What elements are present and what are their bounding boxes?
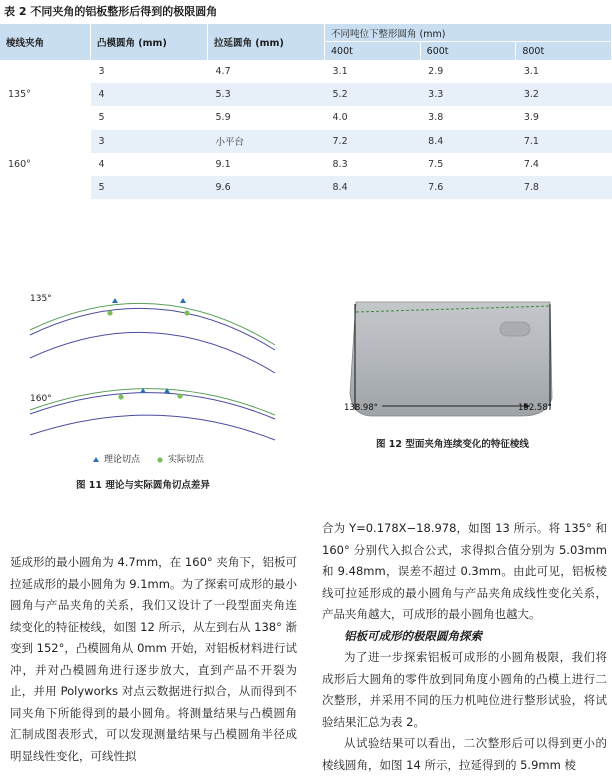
punch-cell: 3 (98, 66, 105, 78)
stretch-cell: 小平台 (208, 130, 325, 153)
table-2 (0, 24, 612, 199)
t800-cell: 7.1 (516, 130, 612, 153)
header-400t: 400t (325, 42, 421, 61)
theory-point (180, 298, 186, 303)
angle-cell: 160° (0, 130, 91, 200)
stretch-cell: 9.6 (208, 176, 325, 199)
header-punch-radius: 凸模圆角 (mm) (91, 24, 208, 60)
header-edge-angle: 棱线夹角 (0, 24, 91, 60)
stretch-cell: 9.1 (215, 158, 231, 170)
t400-cell: 5.2 (325, 83, 421, 106)
label-135: 135° (30, 294, 52, 304)
left-angle-value: 138.98° (344, 403, 378, 413)
table-row (0, 176, 612, 199)
body-right-column (322, 518, 607, 776)
door-panel (350, 302, 552, 416)
angle-cell: 135° (0, 60, 91, 130)
stretch-cell: 4.7 (215, 66, 231, 78)
stretch-cell: 5.9 (215, 112, 231, 124)
legend-theory-icon (93, 457, 99, 462)
table-row (0, 60, 612, 83)
header-800t: 800t (516, 42, 612, 61)
t400-cell: 8.4 (325, 176, 421, 199)
label-160: 160° (30, 394, 52, 404)
section-heading: 铝板可成形的极限圆角探索 (344, 628, 482, 643)
legend-theory: 理论切点 (104, 455, 141, 465)
header-600t: 600t (420, 42, 516, 61)
punch-cell: 3 (91, 130, 208, 153)
t400-cell: 7.2 (325, 130, 421, 153)
t800-cell: 7.8 (516, 176, 612, 199)
actual-point (184, 310, 189, 315)
theory-point (112, 298, 118, 303)
punch-cell: 4 (98, 158, 105, 170)
table-row (0, 130, 612, 153)
stretch-cell: 5.3 (208, 83, 325, 106)
t600-cell: 7.6 (420, 176, 516, 199)
figure-12-caption: 图 12 型面夹角连续变化的特征棱线 (376, 439, 529, 450)
punch-cell: 5 (98, 112, 105, 124)
t800-cell: 3.9 (523, 112, 539, 124)
t400-cell: 8.3 (332, 158, 348, 170)
header-tonnage-group: 不同吨位下整形圆角 (mm) (325, 24, 612, 42)
header-stretch-radius: 拉延圆角 (mm) (208, 24, 325, 60)
paragraph: 合为 Y=0.178X−18.978，如图 13 所示。将 135° 和 160° 分别代入拟合公式，求得拟合值分别为 5.03mm 和 9.48mm，误差不超过 0.3mm。由此可见，铝板棱线可拉延形成的最小圆角与产品夹角成线性变化关系，产品夹角越大，可成形的最小圆角也越大。 (322, 521, 607, 621)
punch-cell: 4 (91, 83, 208, 106)
t600-cell: 7.5 (428, 158, 444, 170)
table-caption: 表 2 不同夹角的铝板整形后得到的极限圆角 (4, 5, 218, 18)
t800-cell: 3.1 (523, 66, 539, 78)
actual-point (118, 394, 123, 399)
door-handle (500, 322, 530, 336)
t600-cell: 3.8 (428, 112, 444, 124)
table-row (0, 83, 612, 106)
table-row (0, 153, 612, 176)
actual-point (107, 310, 112, 315)
figure-11-diagram (20, 285, 290, 495)
punch-cell: 5 (91, 176, 208, 199)
t400-cell: 3.1 (332, 66, 348, 78)
body-left-column (10, 552, 297, 767)
profile-135 (30, 303, 275, 373)
t800-cell: 3.2 (516, 83, 612, 106)
table-row (0, 106, 612, 129)
actual-point (177, 393, 182, 398)
figure-12-door-image (342, 298, 558, 418)
t400-cell: 4.0 (332, 112, 348, 124)
right-angle-value: 152.58° (518, 403, 552, 413)
t600-cell: 8.4 (420, 130, 516, 153)
profile-160 (30, 389, 275, 440)
paragraph: 为了进一步探索铝板可成形的小圆角极限，我们将成形后大圆角的零件放到同角度小圆角的凸模上进行二次整形，并采用不同的压力机吨位进行整形试验，将试验结果汇总为表 2。 (322, 650, 607, 729)
t800-cell: 7.4 (523, 158, 539, 170)
t600-cell: 2.9 (428, 66, 444, 78)
legend-actual-icon (157, 457, 162, 462)
paragraph: 从试验结果可以看出，二次整形后可以得到更小的棱线圆角，如图 14 所示，拉延得到的 5.9mm 棱 (322, 736, 607, 772)
paragraph: 延成形的最小圆角为 4.7mm，在 160° 夹角下，铝板可拉延成形的最小圆角为 9.1mm。为了探索可成形的最小圆角与产品夹角的关系，我们又设计了一段型面夹角连续变化的特征棱线，如图 12 所示，从左到右从 138° 渐变到 152°，凸模圆角从 0mm 开始，对铝板材料进行试冲，并对凸模圆角进行逐步放大，直到产品不开裂为止，并用 Polyworks 对点云数据进行拟合，从而得到不同夹角下所能得到的最小圆角。将测量结果与凸模圆角汇制成图表形式，可以发现测量结果与凸模圆角半径成明显线性变化，可线性拟 (10, 555, 297, 763)
figure-11-caption: 图 11 理论与实际圆角切点差异 (76, 480, 210, 491)
legend-actual: 实际切点 (168, 455, 205, 465)
t600-cell: 3.3 (420, 83, 516, 106)
